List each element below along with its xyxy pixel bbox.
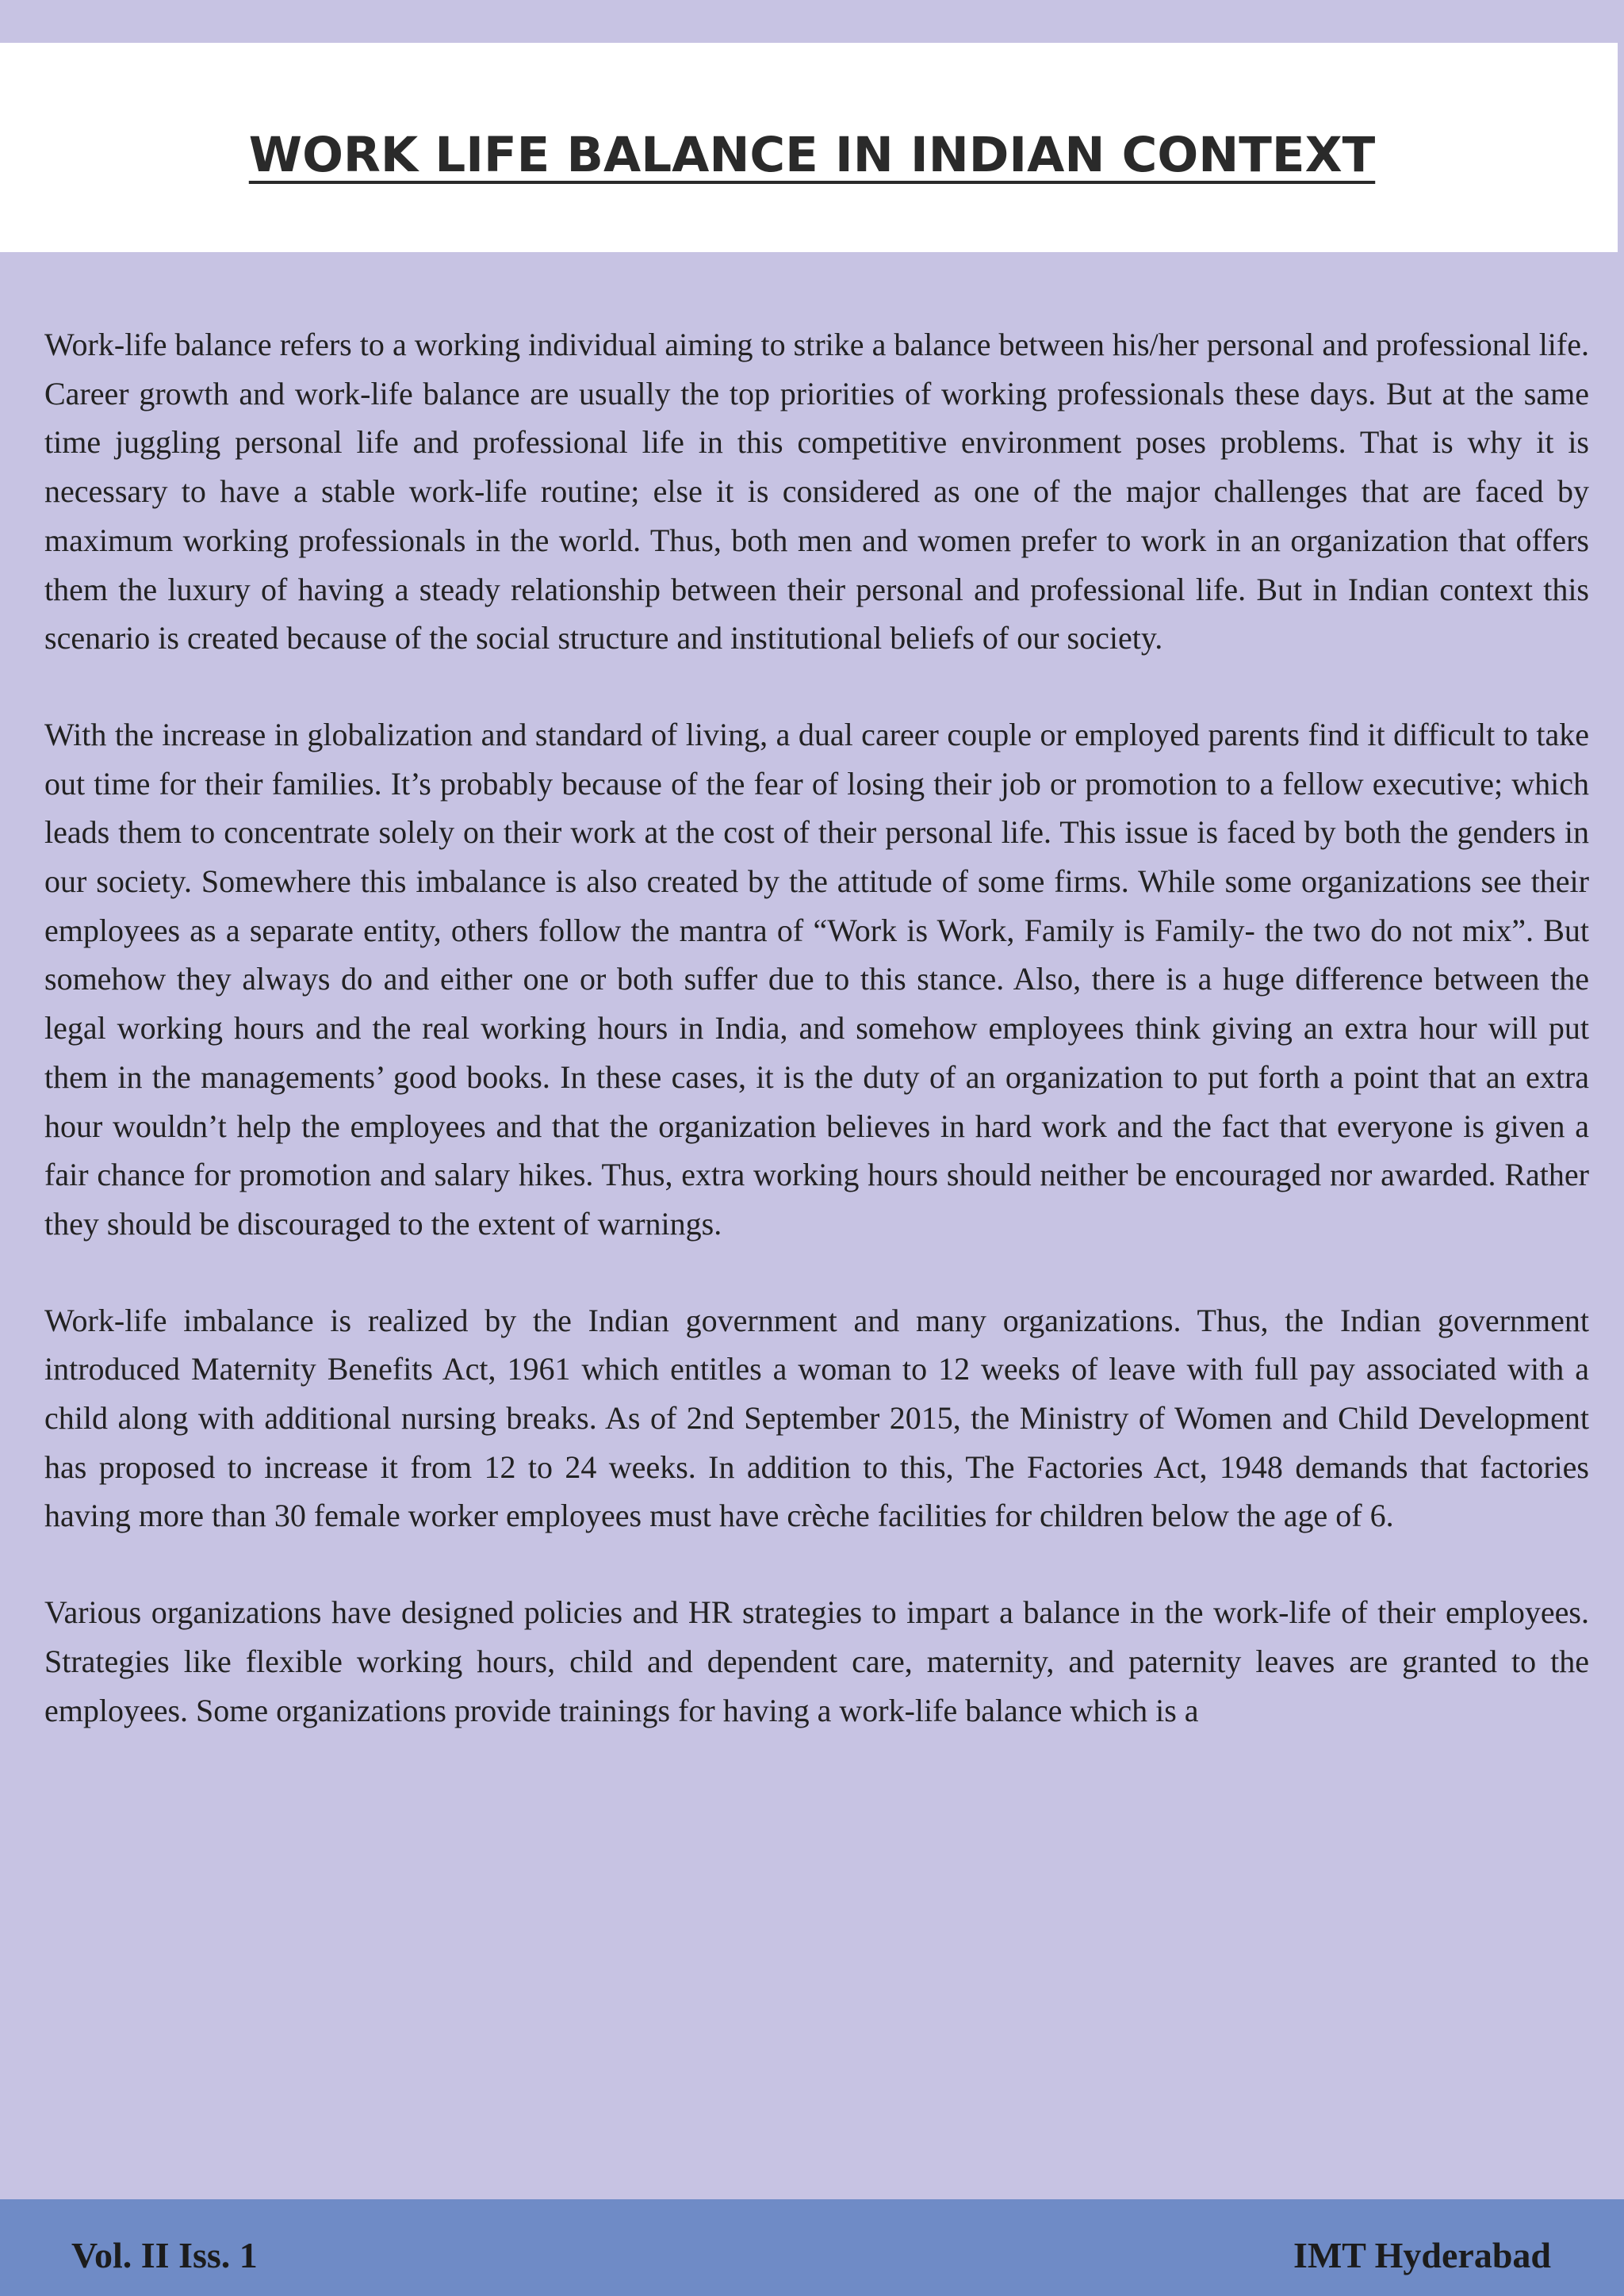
volume-issue-label: Vol. II Iss. 1 — [71, 2235, 258, 2275]
page-title: WORK LIFE BALANCE IN INDIAN CONTEXT — [248, 127, 1376, 183]
paragraph: With the increase in globalization and standard of living, a dual career couple or employed parents find it difficult to take out time for their families. It’s probably because of the fear of losing their job or promotion to a fellow executive; which leads them to concentrate solely on their work at the cost of their personal life. This issue is faced by both the genders in our society. Somewhere this imbalance is also created by the attitude of some firms. While some organizations see their employees as a separate entity, others follow the mantra of “Work is Work, Family is Family- the two do not mix”. But somehow they always do and either one or both suffer due to this stance. Also, there is a huge difference between the legal working hours and the real working hours in India, and somehow employees think giving an extra hour will put them in the managements’ good books. In these cases, it is the duty of an organization to put forth a point that an extra hour wouldn’t help the employees and that the organization believes in hard work and the fact that everyone is given a fair chance for promotion and salary hikes. Thus, extra working hours should neither be encouraged nor awarded. Rather they should be discouraged to the extent of warnings. — [44, 716, 1589, 1242]
paragraph: Work-life imbalance is realized by the Indian government and many organizations. Thus, the Indian government introduced Maternity Benefits Act, 1961 which entitles a woman to 12 weeks of leave with full pay associated with a child along with additional nursing breaks. As of 2nd September 2015, the Ministry of Women and Child Development has proposed to increase it from 12 to 24 weeks. In addition to this, The Factories Act, 1948 demands that factories having more than 30 female worker employees must have crèche facilities for children below the age of 6. — [44, 1302, 1589, 1534]
article-body — [44, 320, 1589, 1782]
paragraph: Various organizations have designed policies and HR strategies to impart a balance in the work-life of their employees. Strategies like flexible working hours, child and dependent care, maternity, and paternity leaves are granted to the employees. Some organizations provide trainings for having a work-life balance which is a — [44, 1594, 1589, 1728]
page-footer — [0, 2199, 1624, 2296]
paragraph: Work-life balance refers to a working individual aiming to strike a balance between his/her personal and professional life. Career growth and work-life balance are usually the top priorities of working professionals these days. But at the same time juggling personal life and professional life in this competitive environment poses problems. That is why it is necessary to have a stable work-life routine; else it is considered as one of the major challenges that are faced by maximum working professionals in the world. Thus, both men and women prefer to work in an organization that offers them the luxury of having a steady relationship between their personal and professional life. But in Indian context this scenario is created because of the social structure and institutional beliefs of our society. — [44, 327, 1589, 656]
publisher-label: IMT Hyderabad — [1293, 2235, 1551, 2275]
